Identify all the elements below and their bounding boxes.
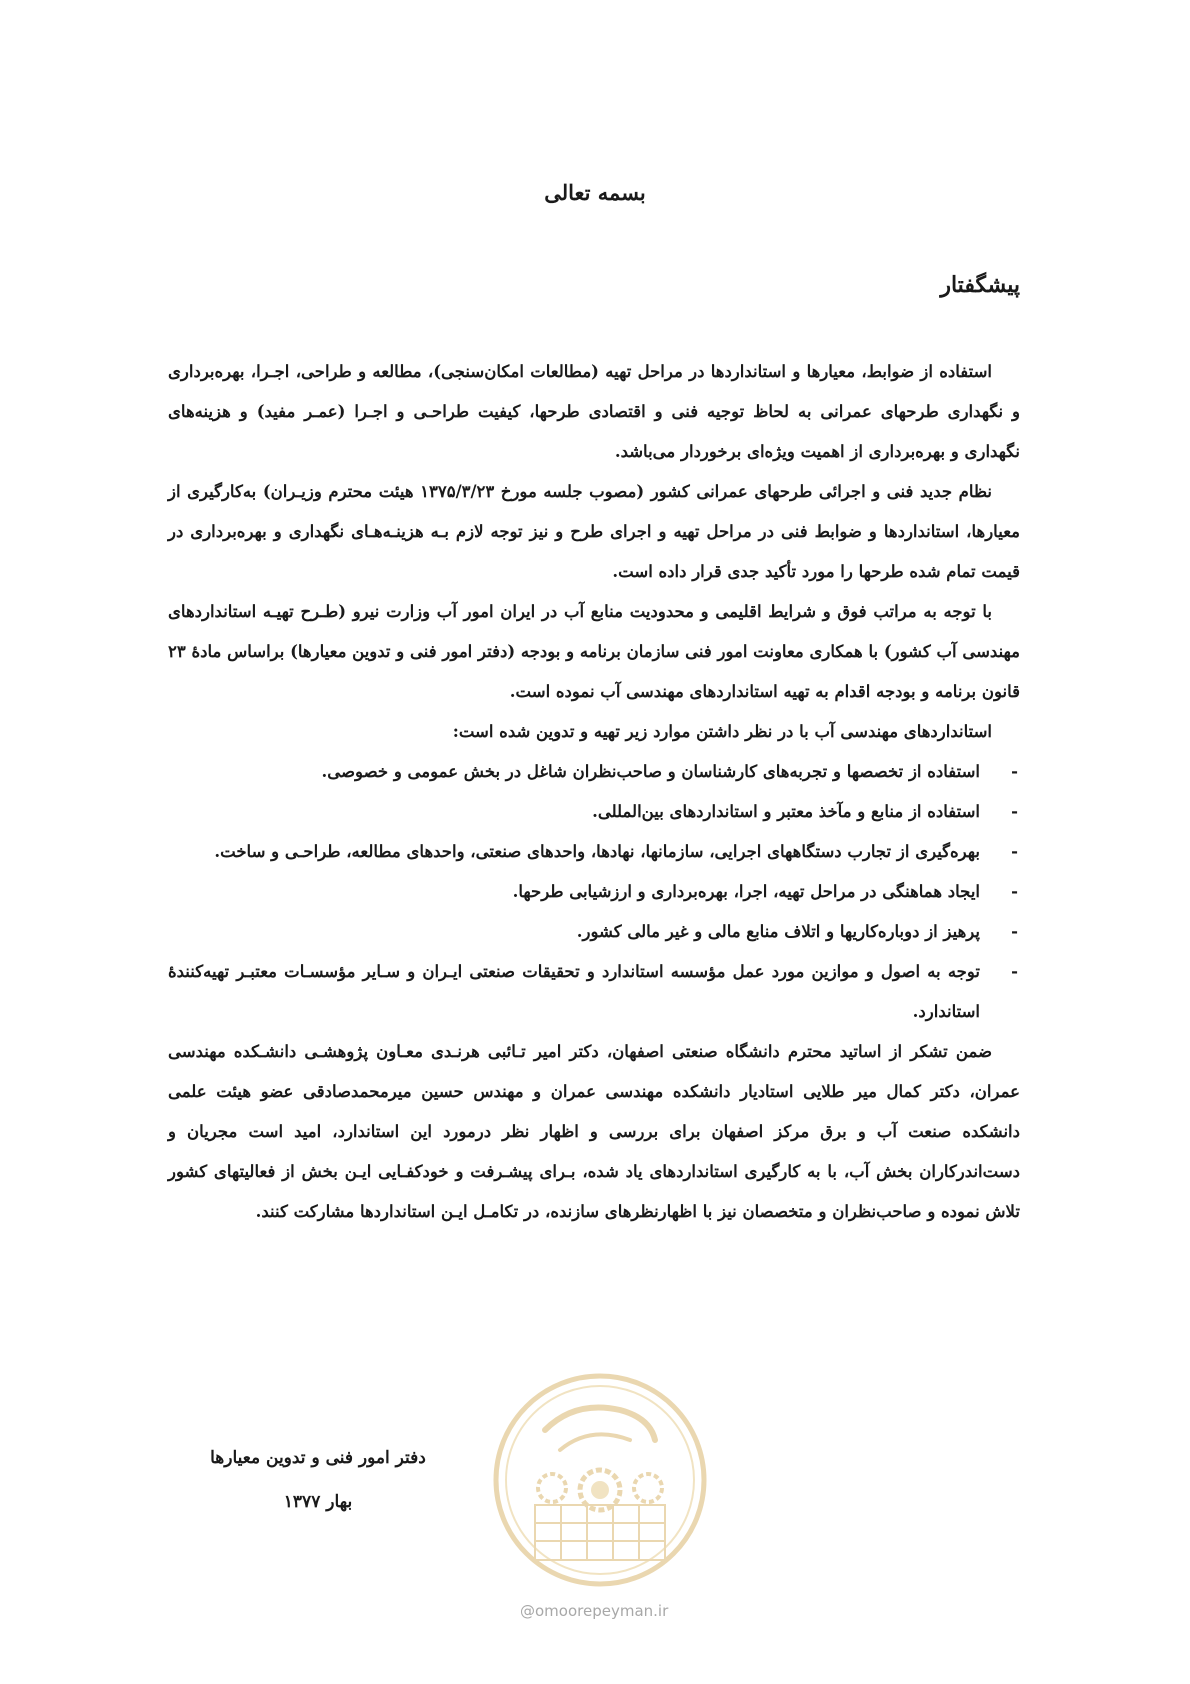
body-text xyxy=(168,352,1020,1232)
list-item xyxy=(168,872,1020,912)
list-item xyxy=(168,792,1020,832)
paragraph: نظام جدید فنی و اجرائی طرحهای عمرانی کشور (مصوب جلسه مورخ ۱۳۷۵/۳/۲۳ هیئت محترم وزیـران) به‌کارگیری از معیارها، استانداردها و ضوابط فنی در مراحل تهیه و اجرای طرح و نیز توجه لازم بـه هزینـه‌هـای نگهداری و بهره‌برداری در قیمت تمام شده طرحها را مورد تأکید جدی قرار داده است. xyxy=(168,482,1020,581)
signature-office: دفتر امور فنی و تدوین معیارها xyxy=(210,1448,426,1468)
list-item xyxy=(168,752,1020,792)
list-item xyxy=(168,912,1020,952)
page-title: پیشگفتار xyxy=(940,272,1020,298)
list-item xyxy=(168,832,1020,872)
bullet-dash: - xyxy=(1011,802,1018,821)
closing-paragraph: ضمن تشکر از اساتید محترم دانشگاه صنعتی اصفهان، دکتر امیر تـائبی هرنـدی معـاون پژوهشـی دانشـکده مهندسی عمران، دکتر کمال میر طلایی استادیار دانشکده مهندسی عمران و مهندس حسین میرمحمدصادقی عضو هیئت علمی دانشکده صنعت آب و برق مرکز اصفهان برای بررسی و اظهار نظر درمورد این استاندارد، امید است مجریان و دست‌اندرکاران بخش آب، با به کارگیری استانداردهای یاد شده، بـرای پیشـرفت و خودکفـایی ایـن بخش از فعالیتهای کشور تلاش نموده و صاحب‌نظران و متخصصان نیز با اظهارنظرهای سازنده، در تکامـل ایـن استانداردها مشارکت کنند. xyxy=(168,1042,1020,1221)
bullet-dash: - xyxy=(1011,882,1018,901)
bullet-list xyxy=(168,752,1020,1032)
list-item-text: پرهیز از دوباره‌کاریها و اتلاف منابع مالی و غیر مالی کشور. xyxy=(576,922,980,941)
watermark-url xyxy=(520,1602,668,1620)
bullet-dash: - xyxy=(1011,962,1018,981)
list-item-text: بهره‌گیری از تجارب دستگاههای اجرایی، سازمانها، نهادها، واحدهای صنعتی، واحدهای مطالعه، طراحـی و ساخت. xyxy=(214,842,980,861)
list-item xyxy=(168,952,1020,1032)
list-item-text: استفاده از تخصصها و تجربه‌های کارشناسان و صاحب‌نظران شاغل در بخش عمومی و خصوصی. xyxy=(321,762,980,781)
list-item-text: ایجاد هماهنگی در مراحل تهیه، اجرا، بهره‌برداری و ارزشیابی طرحها. xyxy=(512,882,980,901)
watermark-stamp-logo xyxy=(490,1370,710,1590)
paragraph: استفاده از ضوابط، معیارها و استانداردها در مراحل تهیه (مطالعات امکان‌سنجی)، مطالعه و طراحی، اجـرا، بهره‌برداری و نگهداری طرحهای عمرانی به لحاظ توجیه فنی و اقتصادی طرحها، کیفیت طراحـی و اجـرا (عمـر مفید) و هزینه‌های نگهداری و بهره‌برداری از اهمیت ویژه‌ای برخوردار می‌باشد. xyxy=(168,362,1020,461)
paragraph: استانداردهای مهندسی آب با در نظر داشتن موارد زیر تهیه و تدوین شده است: xyxy=(452,722,992,741)
bullet-dash: - xyxy=(1011,842,1018,861)
list-item-text: استفاده از منابع و مآخذ معتبر و استانداردهای بین‌المللی. xyxy=(592,802,980,821)
list-item-text: توجه به اصول و موازین مورد عمل مؤسسه استاندارد و تحقیقات صنعتی ایـران و سـایر مؤسسـات معتبـر تهیه‌کنندهٔ استاندارد. xyxy=(168,962,980,1021)
signature-block xyxy=(168,1436,468,1524)
watermark-url-text: @omoorepeyman.ir xyxy=(520,1602,669,1620)
bullet-dash: - xyxy=(1011,762,1018,781)
paragraph: با توجه به مراتب فوق و شرایط اقلیمی و محدودیت منابع آب در ایران امور آب وزارت نیرو (طـرح تهیـه استانداردهای مهندسی آب کشور) با همکاری معاونت امور فنی سازمان برنامه و بودجه (دفتر امور فنی و تدوین معیارها) براساس مادهٔ ۲۳ قانون برنامه و بودجه اقدام به تهیه استانداردهای مهندسی آب نموده است. xyxy=(168,602,1020,701)
invocation: بسمه تعالی xyxy=(544,180,646,205)
signature-date: بهار ۱۳۷۷ xyxy=(283,1492,353,1512)
bullet-dash: - xyxy=(1011,922,1018,941)
